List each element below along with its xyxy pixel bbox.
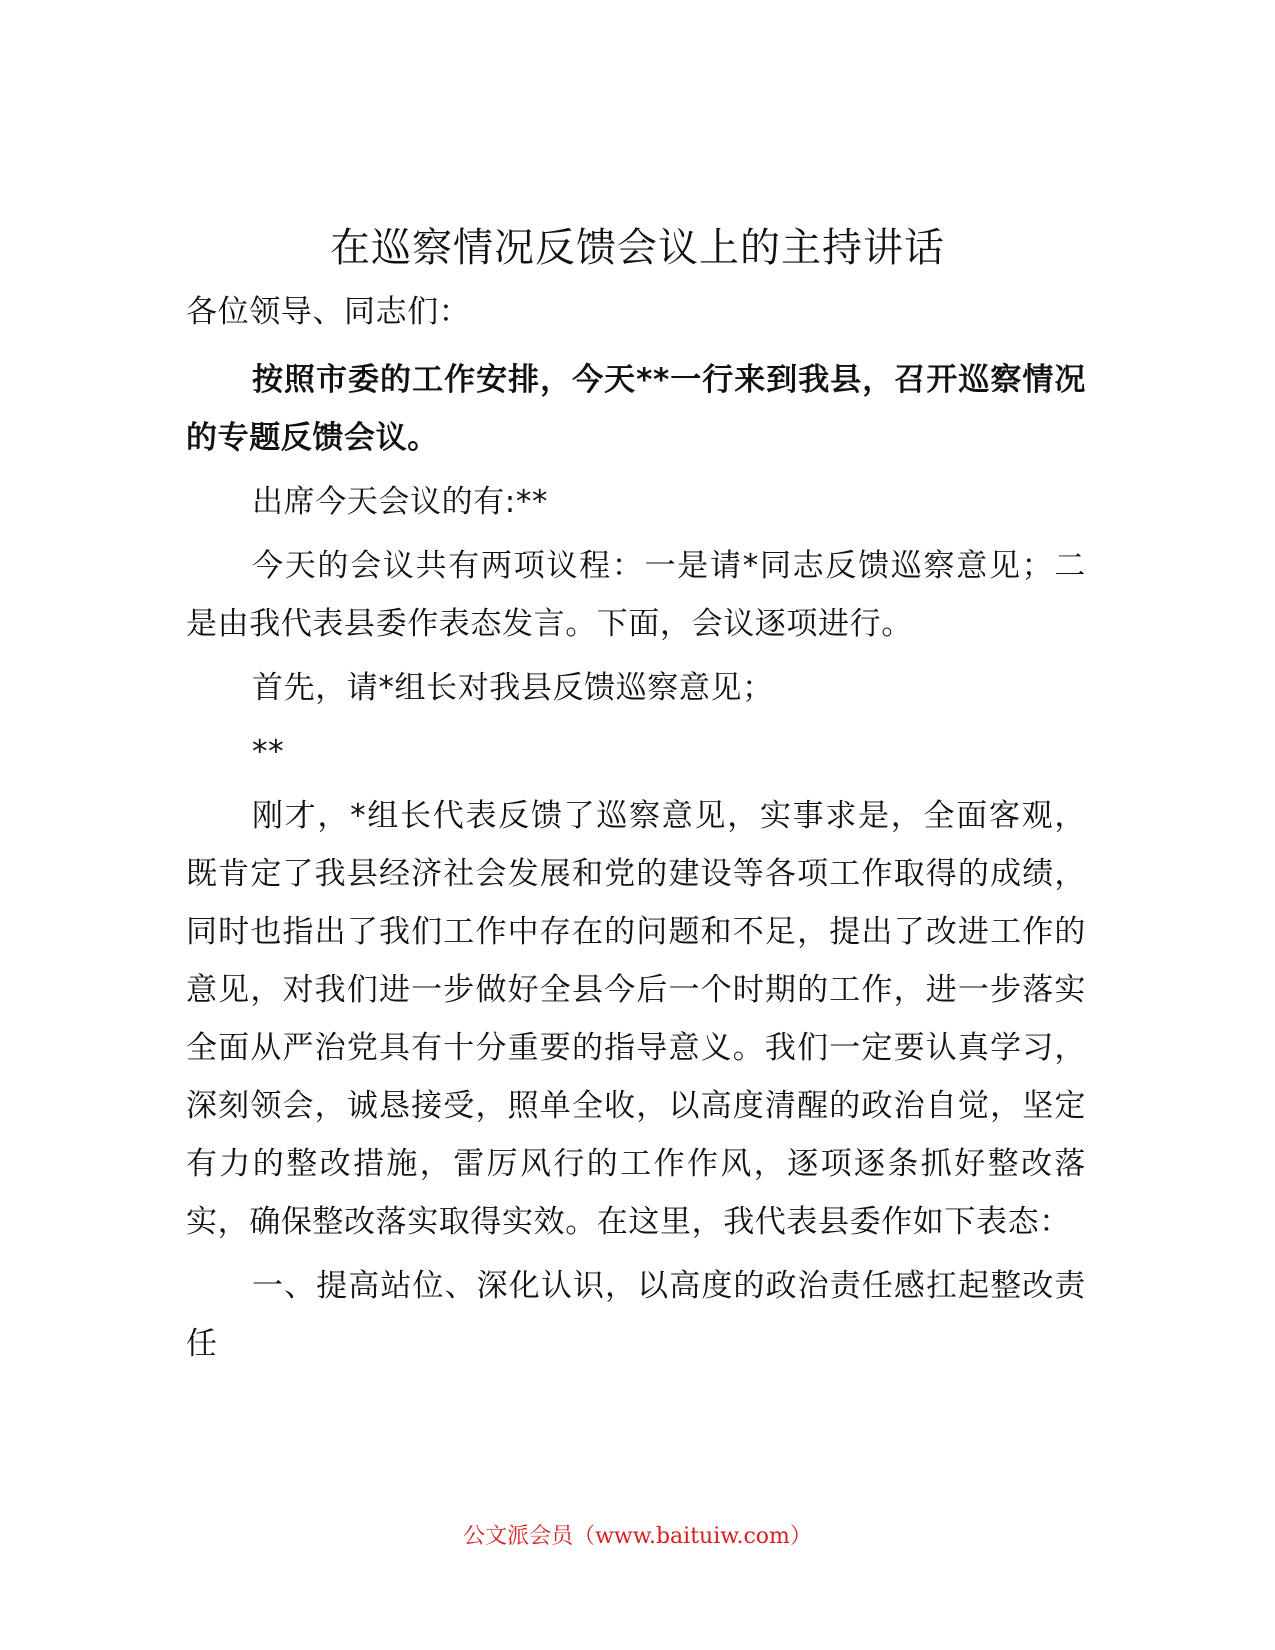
- footer-watermark: 公文派会员（www.baituiw.com）: [463, 1524, 812, 1549]
- paragraph-first-item: 首先，请*组长对我县反馈巡察意见；: [252, 670, 774, 706]
- document-body: [186, 283, 1086, 1373]
- paragraph-opening: 按照市委的工作安排，今天**一行来到我县，召开巡察情况的专题反馈会议。: [186, 362, 1086, 456]
- document-title: 在巡察情况反馈会议上的主持讲话: [330, 225, 945, 271]
- paragraph-attendees: 出席今天会议的有:**: [252, 484, 549, 520]
- salutation: 各位领导、同志们：: [186, 294, 471, 330]
- section-heading-one: 一、提高站位、深化认识，以高度的政治责任感扛起整改责任: [186, 1268, 1086, 1362]
- paragraph-response: 刚才，*组长代表反馈了巡察意见，实事求是，全面客观，既肯定了我县经济社会发展和党的建设等各项工作取得的成绩，同时也指出了我们工作中存在的问题和不足，提出了改进工作的意见，对我们进一步做好全县今后一个时期的工作，进一步落实全面从严治党具有十分重要的指导意义。我们一定要认真学习，深刻领会，诚恳接受，照单全收，以高度清醒的政治自觉，坚定有力的整改措施，雷厉风行的工作作风，逐项逐条抓好整改落实，确保整改落实取得实效。在这里，我代表县委作如下表态：: [186, 798, 1086, 1240]
- paragraph-agenda: 今天的会议共有两项议程：一是请*同志反馈巡察意见；二是由我代表县委作表态发言。下面，会议逐项进行。: [186, 548, 1086, 642]
- paragraph-placeholder: **: [252, 734, 285, 770]
